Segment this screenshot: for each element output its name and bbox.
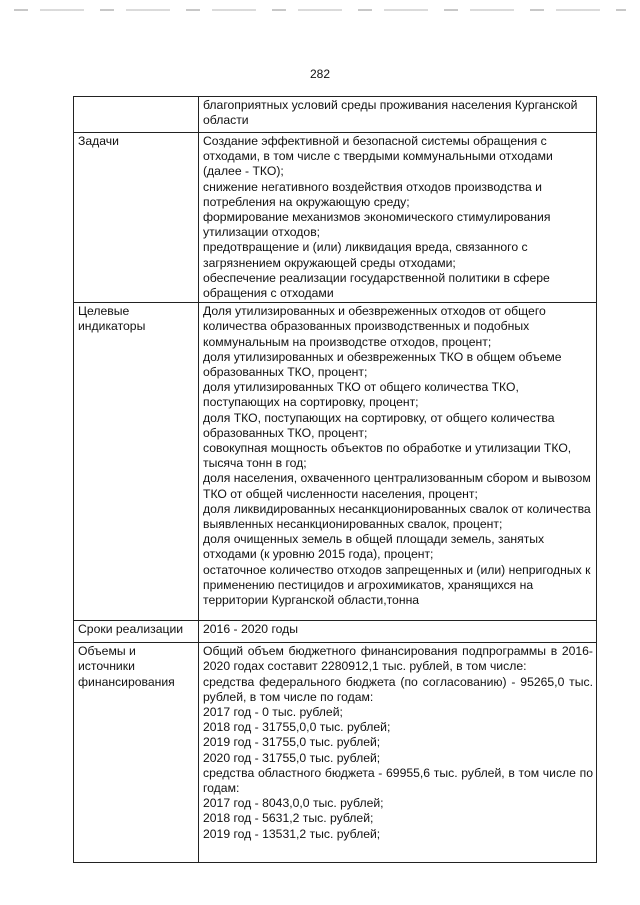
passport-table-body <box>74 97 597 863</box>
row-label <box>74 97 199 133</box>
row-content <box>199 643 597 863</box>
scan-top-edge <box>14 9 626 11</box>
content-line: 2017 год - 8043,0,0 тыс. рублей; <box>203 796 384 811</box>
row-label: Объемы и источники финансирования <box>74 643 199 863</box>
content-line: 2019 год - 13531,2 тыс. рублей; <box>203 826 381 841</box>
tasks-row <box>74 133 597 303</box>
content-line: совокупная мощность объектов по обработке и утилизации ТКО, тысяча тонн в год; <box>203 441 572 471</box>
implementation-period-row <box>74 621 597 643</box>
content-line: доля ТКО, поступающих на сортировку, от общего количества образованных ТКО, процент; <box>203 410 555 440</box>
row-label: Задачи <box>74 133 199 303</box>
content-line: 2019 год - 31755,0 тыс. рублей; <box>203 735 381 750</box>
content-line: остаточное количество отходов запрещенных и (или) непригодных к применению пестицидов и агрохимикатов, хранящихся на территории Курганской области,тонна <box>203 562 591 608</box>
content-line: 2017 год - 0 тыс. рублей; <box>203 705 343 720</box>
passport-table <box>73 96 597 863</box>
content-line: обеспечение реализации государственной политики в сфере обращения с отходами <box>203 270 550 301</box>
content-line: 2018 год - 5631,2 тыс. рублей; <box>203 811 374 826</box>
content-line: снижение негативного воздействия отходов производства и потребления на окружающую среду; <box>203 179 542 209</box>
page-number: 282 <box>309 67 331 81</box>
content-line: 2016 - 2020 годы <box>203 622 299 637</box>
content-line: Доля утилизированных и обезвреженных отходов от общего количества образованных производственных и подобных коммунальным на производстве отходов, процент; <box>203 304 546 349</box>
row-label: Целевые индикаторы <box>74 303 199 621</box>
content-line: предотвращение и (или) ликвидация вреда, связанного с загрязнением окружающей среды отходами; <box>203 240 528 270</box>
row-content <box>199 621 597 643</box>
content-line: доля утилизированных ТКО от общего количества ТКО, поступающих на сортировку, процент; <box>203 380 519 410</box>
content-line: доля утилизированных и обезвреженных ТКО в общем объеме образованных ТКО, процент; <box>203 349 562 380</box>
target-indicators-row <box>74 303 597 621</box>
row-label: Сроки реализации <box>74 621 199 643</box>
content-line: 2018 год - 31755,0,0 тыс. рублей; <box>203 720 391 735</box>
funding-row <box>74 643 597 863</box>
content-line: 2020 год - 31755,0 тыс. рублей; <box>203 750 381 765</box>
content-line: доля очищенных земель в общей площади земель, занятых отходами (к уровню 2015 года), процент; <box>203 532 545 562</box>
content-line: Создание эффективной и безопасной системы обращения с отходами, в том числе с твердыми коммунальными отходами (далее - ТКО); <box>203 134 553 179</box>
content-line: доля населения, охваченного централизованным сбором и вывозом ТКО от общей численности населения, процент; <box>203 471 591 501</box>
content-line: доля ликвидированных несанкционированных свалок от количества выявленных несанкционированных свалок, процент; <box>203 501 591 532</box>
content-line: формирование механизмов экономического стимулирования утилизации отходов; <box>203 210 551 240</box>
content-line: благоприятных условий среды проживания населения Курганской области <box>203 98 578 128</box>
content-line: Общий объем бюджетного финансирования подпрограммы в 2016-2020 годах составит 2280912,1 тыс. рублей, в том числе: <box>203 644 593 674</box>
content-line: средства федерального бюджета (по согласованию) - 95265,0 тыс. рублей, в том числе по годам: <box>203 674 593 704</box>
content-line: средства областного бюджета - 69955,6 тыс. рублей, в том числе по годам: <box>203 765 593 796</box>
row-content <box>199 133 597 303</box>
row-content <box>199 303 597 621</box>
row-content <box>199 97 597 133</box>
goal-continuation-row <box>74 97 597 133</box>
